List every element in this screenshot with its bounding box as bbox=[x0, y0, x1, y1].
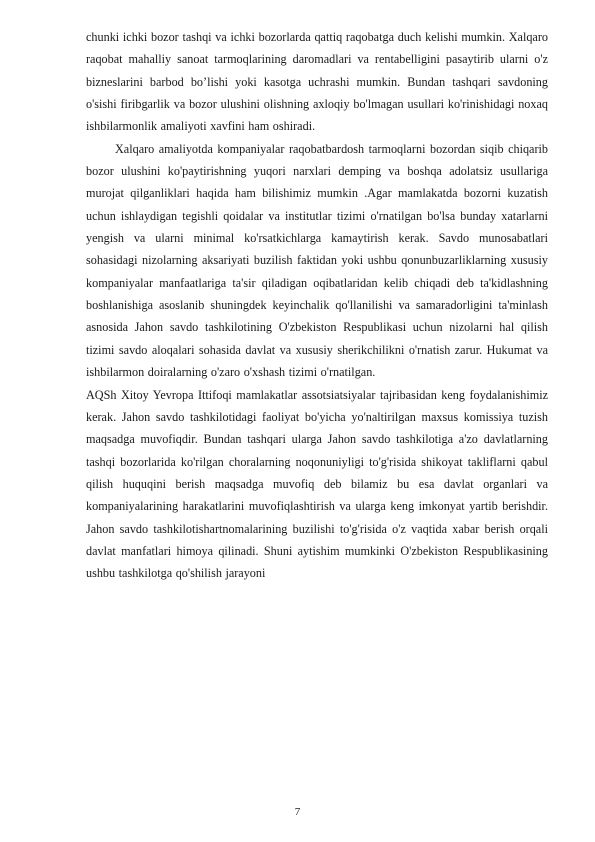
paragraph-2: Xalqaro amaliyotda kompaniyalar raqobatbardosh tarmoqlarni bozordan siqib chiqarib bozor ulushini ko'paytirishning yuqori narxlari demping va boshqa adolatsiz usullariga murojat qilganliklari haqida ham bilishimiz mumkin .Agar mamlakatda bozorni kuzatish uchun ishlaydigan tegishli qoidalar va institutlar tizimi o'rnatilgan bo'lsa bunday xatarlarni yengish va ularni minimal ko'rsatkichlarga kamaytirish kerak. Savdo munosabatlari sohasidagi nizolarning aksariyati buzilish faktidan yoki ushbu qonunbuzarliklarning xususiy kompaniyalar manfaatlariga ta'sir qiladigan oqibatlaridan kelib chiqadi deb ta'kidlashning boshlanishiga asoslanib shuningdek keyinchalik qo'llanilishi va samaradorligini ta'minlash asnosida Jahon savdo tashkilotining O'zbekiston Respublikasi uchun nizolarni hal qilish tizimi savdo aloqalari sohasida davlat va xususiy sherikchilikni o'rnatish zarur. Hukumat va ishbilarmon doiralarning o'zaro o'xshash tizimi o'rnatilgan. bbox=[86, 141, 548, 380]
document-body bbox=[86, 26, 548, 585]
paragraph-1: chunki ichki bozor tashqi va ichki bozorlarda qattiq raqobatga duch kelishi mumkin. Xalqaro raqobat mahalliy sanoat tarmoqlarining daromadlari va rentabelligini pasaytirib ularni o'z bizneslarini barbod bo’lishi yoki kasotga uchrashi mumkin. Bundan tashqari savdoning o'sishi firibgarlik va bozor ulushini olishning axloqiy bo'lmagan usullari ko'rinishidagi noxaq ishbilarmonlik amaliyoti xavfini ham oshiradi. bbox=[86, 30, 548, 134]
page-number: 7 bbox=[294, 806, 301, 818]
paragraph-3: AQSh Xitoy Yevropa Ittifoqi mamlakatlar assotsiatsiyalar tajribasidan keng foydalanishimiz kerak. Jahon savdo tashkilotidagi faoliyat bo'yicha yo'naltirilgan maxsus komissiya tuzish maqsadga muvofiqdir. Bundan tashqari ularga Jahon savdo tashkilotiga a'zo davlatlarning tashqi bozorlarida ko'rilgan choralarning noqonuniyligi to'g'risida shikoyat takliflarni qabul qilish huquqini berish maqsadga muvofiq deb bilamiz bu esa davlat organlari va kompaniyalarining harakatlarini muvofiqlashtirish va ularga keng imkonyat yartib berishdir. Jahon savdo tashkilotishartnomalarining buzilishi to'g'risida o'z vaqtida xabar berish orqali davlat manfatlari himoya qilinadi. Shuni aytishim mumkinki O'zbekiston Respublikasining ushbu tashkilotga qo'shilish jarayoni bbox=[86, 387, 548, 581]
